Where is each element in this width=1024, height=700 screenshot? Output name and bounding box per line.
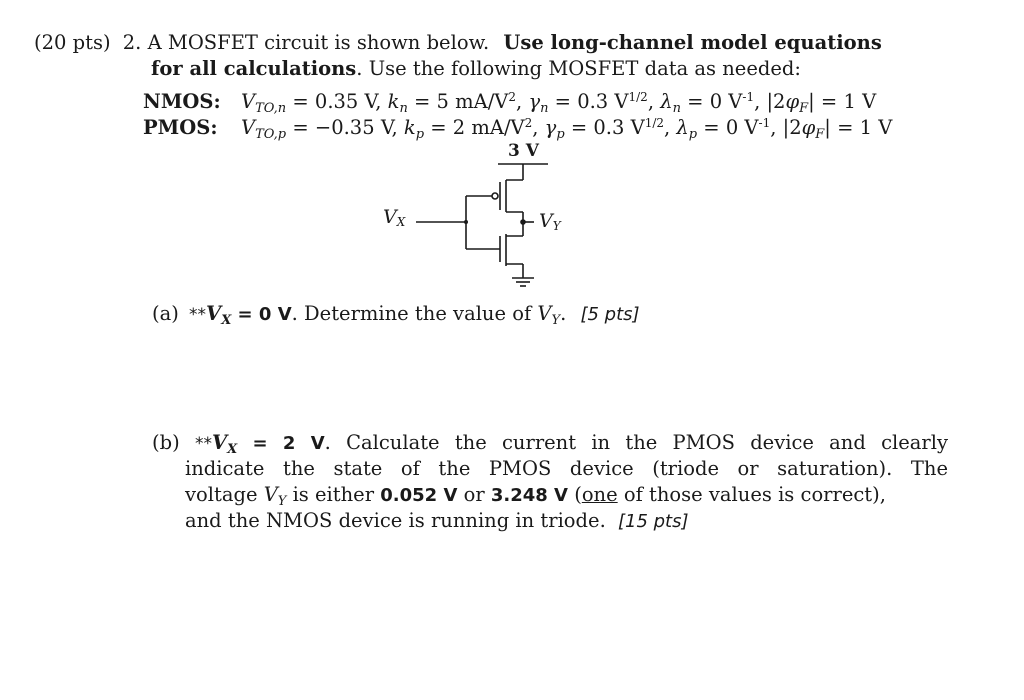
nmos-gamma-value: = 0.3 V (548, 90, 629, 113)
vx-symbol: V (383, 206, 397, 228)
pmos-phi-value: | = 1 V (824, 116, 893, 139)
part-b-line3-mid2: or (457, 483, 491, 506)
pmos-gamma-symbol: γ (544, 116, 557, 139)
pmos-phi-subscript: F (815, 127, 825, 142)
nmos-gamma-exponent: 1/2 (628, 90, 648, 104)
part-a-label: (a) (152, 302, 179, 325)
pmos-phi-prefix: , |2 (770, 116, 802, 139)
vx-label (383, 206, 405, 233)
part-b-line3-mid3: ( (568, 483, 582, 506)
problem-intro: A MOSFET circuit is shown below. (147, 31, 490, 54)
part-b-points: [15 pts] (617, 511, 689, 532)
input-node-dot (464, 220, 468, 224)
pmos-gate-bubble (492, 193, 498, 199)
pmos-params: PMOS: $V_{TO,p} = -0.35$ V, $k_p = 2$ $mA/V^2$, $\gamma_p = 0.3$ $V^{1/2}$, $\lambda_p = 0$ $V^{-1}$, $|2\varphi_F| = 1$ V (143, 116, 893, 142)
nmos-gamma-subscript: n (540, 101, 549, 116)
nmos-phi-subscript: F (799, 101, 809, 116)
nmos-k-value: = 5 mA/V (407, 90, 509, 113)
part-b-underlined-one: one (581, 483, 618, 506)
problem-emphasis-1: Use long-channel model equations (503, 31, 882, 54)
part-b-condition-symbol: V (211, 431, 228, 454)
pmos-k-symbol: k (403, 116, 416, 139)
nmos-gamma-symbol: γ (528, 90, 541, 113)
nmos-lambda-symbol: λ (660, 90, 673, 113)
part-b-condition-value: = 2 V (237, 433, 325, 454)
part-a-period: . (560, 302, 567, 325)
nmos-k-subscript: n (399, 101, 408, 116)
nmos-vto-value: = 0.35 V, (286, 90, 388, 113)
vy-label (539, 210, 561, 237)
part-b-vy-subscript: Y (277, 494, 287, 509)
pmos-vto-value: = −0.35 V, (286, 116, 404, 139)
part-a-vy-symbol: V (537, 302, 552, 325)
vy-subscript: Y (552, 219, 561, 233)
part-a-vy-subscript: Y (551, 313, 561, 328)
pmos-label: PMOS: (143, 116, 218, 139)
nmos-label: NMOS: (143, 90, 221, 113)
nmos-lambda-subscript: n (672, 101, 681, 116)
pmos-vto-symbol: V (241, 116, 256, 139)
part-b-line-2: indicate the state of the PMOS device (triode or saturation). The (185, 457, 948, 480)
part-b-line-4 (185, 508, 689, 535)
part-b-value-1: 0.052 V (380, 485, 458, 506)
pmos-lambda-subscript: p (688, 127, 698, 142)
nmos-phi-symbol: φ (785, 90, 800, 113)
output-node-dot (520, 219, 526, 225)
pmos-lambda-exponent: -1 (758, 116, 771, 130)
nmos-vto-subscript: TO,n (255, 101, 287, 116)
nmos-phi-prefix: , |2 (754, 90, 786, 113)
part-b-stars: ** (194, 434, 212, 454)
part-b-condition-subscript: X (227, 442, 238, 457)
problem-emphasis-2: for all calculations (151, 57, 357, 80)
nmos-vto-symbol: V (241, 90, 256, 113)
part-a-text: . Determine the value of (291, 302, 538, 325)
problem-follow: . Use the following MOSFET data as needed: (356, 57, 801, 80)
part-b-value-2: 3.248 V (490, 485, 568, 506)
pmos-k-exponent: 2 (524, 116, 533, 130)
part-b-label: (b) (152, 431, 180, 454)
nmos-lambda-exponent: -1 (742, 90, 755, 104)
part-b-line3-mid1: is either (286, 483, 381, 506)
nmos-params: NMOS: $V_{TO,n} = 0.35$ V, $k_n = 5$ $mA/V^2$, $\gamma_n = 0.3$ $V^{1/2}$, $\lambda_n = 0$ $V^{-1}$, $|2\varphi_F| = 1$ V (143, 90, 877, 116)
nmos-lambda-value: = 0 V (680, 90, 743, 113)
vx-subscript: X (396, 215, 406, 229)
pmos-gamma-value: = 0.3 V (564, 116, 645, 139)
part-b-line3-prefix: voltage (185, 483, 264, 506)
pmos-lambda-symbol: λ (676, 116, 689, 139)
part-a-stars: ** (189, 305, 207, 325)
pmos-gamma-exponent: 1/2 (644, 116, 664, 130)
pmos-k-subscript: p (415, 127, 425, 142)
supply-label: 3 V (508, 141, 539, 161)
pmos-vto-subscript: TO,p (255, 127, 287, 142)
pmos-phi-symbol: φ (801, 116, 816, 139)
part-b-line4-text: and the NMOS device is running in triode. (185, 509, 606, 532)
part-b-line1-text: . Calculate the current in the PMOS device and clearly (324, 431, 948, 454)
part-a (152, 301, 640, 334)
pmos-lambda-value: = 0 V (697, 116, 759, 139)
pmos-gamma-subscript: p (556, 127, 565, 142)
vy-symbol: V (539, 210, 553, 232)
nmos-phi-value: | = 1 V (808, 90, 877, 113)
pmos-k-value: = 2 mA/V (424, 116, 525, 139)
part-a-condition-symbol: V (206, 302, 222, 325)
problem-number: 2. (122, 31, 142, 54)
problem-points: (20 pts) (34, 31, 111, 54)
part-a-points: [5 pts] (580, 304, 640, 325)
part-b-vy-symbol: V (263, 483, 278, 506)
nmos-k-symbol: k (387, 90, 400, 113)
nmos-k-exponent: 2 (508, 90, 517, 104)
part-b-line3-end: of those values is correct), (617, 483, 886, 506)
part-a-condition-value: = 0 V (231, 304, 292, 325)
part-a-condition-subscript: X (221, 313, 232, 328)
